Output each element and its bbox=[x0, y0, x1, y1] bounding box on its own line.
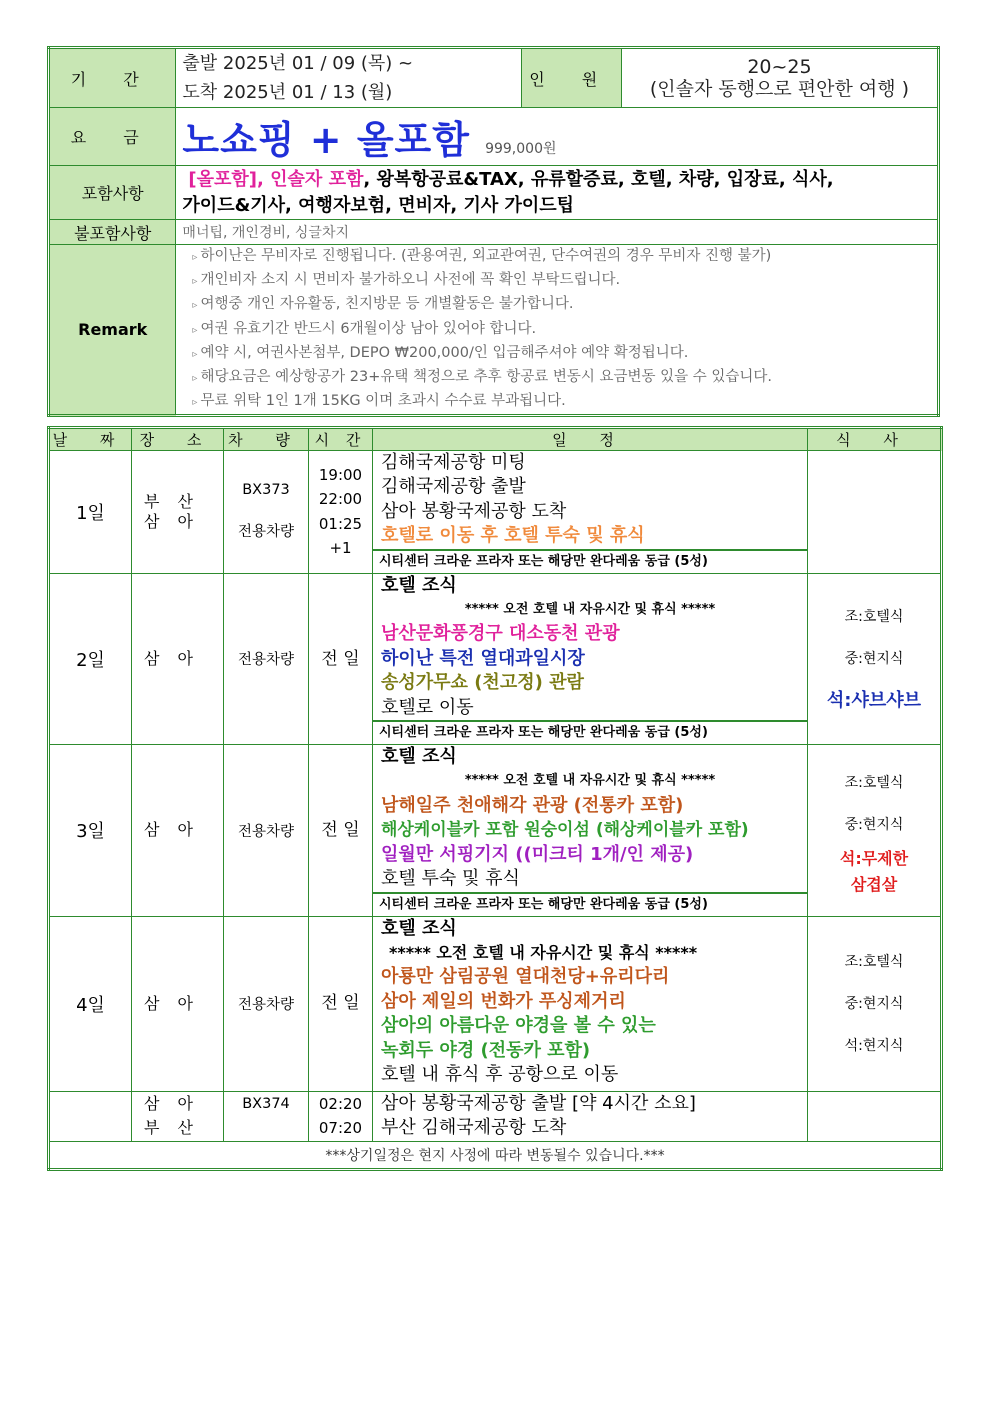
itinerary-item: 호텔 조식 bbox=[381, 746, 457, 768]
pax-cell bbox=[621, 48, 938, 108]
price-amount: 999,000원 bbox=[485, 141, 557, 157]
day1-label: 1일 bbox=[49, 451, 132, 574]
itinerary-item: 남산문화풍경구 대소동천 관광 bbox=[381, 623, 620, 645]
remark-line: ▹ 개인비자 소지 시 면비자 불가하오니 사전에 꼭 확인 부탁드립니다. bbox=[192, 272, 621, 289]
itinerary-item: 호텔 투숙 및 휴식 bbox=[381, 868, 520, 890]
header-time: 시 간 bbox=[309, 428, 373, 451]
itinerary-item: 김해국제공항 출발 bbox=[381, 476, 526, 498]
itinerary-item: 송성가무쇼 (천고정) 관람 bbox=[381, 672, 584, 694]
included-row bbox=[49, 166, 939, 220]
itinerary-item: 삼아 제일의 번화가 푸싱제거리 bbox=[381, 990, 626, 1012]
day3-itinerary bbox=[373, 745, 808, 916]
day5-itinerary bbox=[373, 1091, 808, 1141]
day2-meal bbox=[808, 573, 942, 744]
remark-line: ▹ 무료 위탁 1인 1개 15KG 이며 초과시 수수료 부과됩니다. bbox=[192, 393, 566, 410]
itinerary-item: 하이난 특전 열대과일시장 bbox=[381, 647, 585, 669]
remark-row bbox=[49, 245, 939, 416]
day5-flight: BX374 bbox=[224, 1091, 309, 1141]
period-cell bbox=[176, 48, 521, 108]
included-label: 포함사항 bbox=[49, 166, 176, 220]
day2-label: 2일 bbox=[49, 573, 132, 744]
meal-lunch: 중:현지식 bbox=[844, 650, 904, 667]
hotel-note: 시티센터 크라운 프라자 또는 해당만 완다레움 동급 (5성) bbox=[373, 549, 807, 573]
day3-row bbox=[49, 745, 942, 916]
day4-row bbox=[49, 916, 942, 1091]
remark-line: ▹ 여행중 개인 자유활동, 친지방문 등 개별활동은 불가합니다. bbox=[192, 296, 574, 313]
excluded-text: 매너팁, 개인경비, 싱글차지 bbox=[176, 220, 939, 245]
day1-vehicle bbox=[224, 451, 309, 574]
departure-text: 출발 2025년 01 / 09 (목) ~ bbox=[182, 53, 414, 74]
remark-label: Remark bbox=[49, 245, 176, 416]
day3-meal bbox=[808, 745, 942, 916]
excluded-label: 불포함사항 bbox=[49, 220, 176, 245]
triangle-bullet-icon: ▹ bbox=[192, 397, 198, 409]
day1-meal bbox=[808, 451, 942, 574]
day1-vehicle-label: 전용차량 bbox=[237, 524, 295, 541]
pax-count: 20~25 bbox=[747, 56, 812, 78]
meal-dinner: 석:무제한 bbox=[839, 849, 909, 869]
arrival-text: 도착 2025년 01 / 13 (월) bbox=[182, 82, 393, 103]
day4-place: 삼아 bbox=[132, 916, 224, 1091]
day1-times: 19:00 22:00 01:25 +1 bbox=[309, 451, 373, 574]
triangle-bullet-icon: ▹ bbox=[192, 276, 198, 288]
hotel-note: 시티센터 크라운 프라자 또는 해당만 완다레움 동급 (5성) bbox=[373, 720, 807, 744]
itinerary-item: 녹회두 야경 (전동카 포함) bbox=[381, 1039, 591, 1061]
itinerary-item: 해상케이블카 포함 원숭이섬 (해상케이블카 포함) bbox=[381, 820, 749, 841]
remark-line: ▹ 예약 시, 여권사본첨부, DEPO ₩200,000/인 입금해주셔야 예약 확정됩니다. bbox=[192, 344, 689, 361]
itinerary-item: ***** 오전 호텔 내 자유시간 및 휴식 ***** bbox=[389, 942, 698, 962]
meal-lunch: 중:현지식 bbox=[844, 995, 904, 1012]
included-rest: , 왕복항공료&TAX, 유류할증료, 호텔, 차량, 입장료, 식사, bbox=[363, 168, 834, 190]
day2-itinerary bbox=[373, 573, 808, 744]
meal-breakfast: 조:호텔식 bbox=[844, 775, 904, 792]
day4-meal bbox=[808, 916, 942, 1091]
itinerary-item: 삼아 봉황국제공항 출발 [약 4시간 소요] bbox=[381, 1092, 696, 1114]
day3-time: 전 일 bbox=[309, 745, 373, 916]
itinerary-item: 호텔 조식 bbox=[381, 574, 457, 596]
header-vehicle: 차 량 bbox=[224, 428, 309, 451]
meal-dinner: 석:샤브샤브 bbox=[826, 689, 922, 711]
meal-breakfast: 조:호텔식 bbox=[844, 953, 904, 970]
price-title: 노쇼핑 + 올포함 bbox=[182, 118, 470, 162]
meal-dinner: 석:현지식 bbox=[844, 1037, 904, 1054]
day5-times: 02:20 07:20 bbox=[309, 1091, 373, 1141]
remark-cell bbox=[176, 245, 939, 416]
schedule-table bbox=[47, 426, 943, 1171]
included-highlight: [올포함], 인솔자 포함 bbox=[188, 168, 364, 190]
schedule-header-row bbox=[49, 428, 942, 451]
day1-place: 부산 삼아 bbox=[132, 451, 224, 574]
day2-time: 전 일 bbox=[309, 573, 373, 744]
summary-table bbox=[47, 46, 940, 417]
day2-place: 삼아 bbox=[132, 573, 224, 744]
day5-place: 삼아 부산 bbox=[132, 1091, 224, 1141]
meal-lunch: 중:현지식 bbox=[844, 817, 904, 834]
day5-label bbox=[49, 1091, 132, 1141]
itinerary-item: 호텔로 이동 후 호텔 투숙 및 휴식 bbox=[381, 525, 645, 547]
period-label: 기 간 bbox=[49, 48, 176, 108]
itinerary-item: 일월만 서핑기지 ((미크티 1개/인 제공) bbox=[381, 843, 694, 865]
day4-time: 전 일 bbox=[309, 916, 373, 1091]
triangle-bullet-icon: ▹ bbox=[192, 300, 198, 312]
itinerary-item: 아룡만 삼림공원 열대천당+유리다리 bbox=[381, 966, 670, 988]
day2-vehicle: 전용차량 bbox=[224, 573, 309, 744]
header-itinerary: 일 정 bbox=[373, 428, 808, 451]
triangle-bullet-icon: ▹ bbox=[192, 324, 198, 336]
day1-itinerary bbox=[373, 451, 808, 574]
itinerary-item: 삼아의 아름다운 야경을 볼 수 있는 bbox=[381, 1015, 656, 1037]
day1-row bbox=[49, 451, 942, 574]
header-meal: 식 사 bbox=[808, 428, 942, 451]
remark-line: ▹ 여권 유효기간 반드시 6개월이상 남아 있어야 합니다. bbox=[192, 320, 537, 337]
meal-dinner-detail: 삼겹살 bbox=[850, 875, 898, 895]
itinerary-item: 호텔로 이동 bbox=[381, 696, 474, 718]
footer-row bbox=[49, 1141, 942, 1169]
included-cell bbox=[176, 166, 939, 220]
itinerary-item: 김해국제공항 미팅 bbox=[381, 452, 526, 473]
triangle-bullet-icon: ▹ bbox=[192, 348, 198, 360]
itinerary-item: 부산 김해국제공항 도착 bbox=[381, 1117, 567, 1138]
remark-line: ▹ 해당요금은 예상항공가 23+유택 책정으로 추후 항공료 변동시 요금변동 있을 수 있습니다. bbox=[192, 369, 772, 386]
day1-flight: BX373 bbox=[242, 482, 290, 499]
itinerary-item: ***** 오전 호텔 내 자유시간 및 휴식 ***** bbox=[464, 602, 716, 618]
included-line2: 가이드&기사, 여행자보험, 면비자, 기사 가이드팁 bbox=[182, 194, 575, 216]
day4-label: 4일 bbox=[49, 916, 132, 1091]
itinerary-item: 삼아 봉황국제공항 도착 bbox=[381, 500, 567, 522]
itinerary-item: 남해일주 천애해각 관광 (전통카 포함) bbox=[381, 794, 684, 816]
day3-vehicle: 전용차량 bbox=[224, 745, 309, 916]
meal-breakfast: 조:호텔식 bbox=[844, 608, 904, 625]
price-cell bbox=[176, 108, 939, 166]
day2-row bbox=[49, 573, 942, 744]
price-row bbox=[49, 108, 939, 166]
day4-vehicle: 전용차량 bbox=[224, 916, 309, 1091]
day4-itinerary bbox=[373, 916, 808, 1091]
excluded-row bbox=[49, 220, 939, 245]
price-label: 요 금 bbox=[49, 108, 176, 166]
header-date: 날 짜 bbox=[49, 428, 132, 451]
itinerary-item: ***** 오전 호텔 내 자유시간 및 휴식 ***** bbox=[464, 773, 716, 789]
day3-place: 삼아 bbox=[132, 745, 224, 916]
period-row bbox=[49, 48, 939, 108]
pax-label: 인 원 bbox=[521, 48, 621, 108]
day5-meal bbox=[808, 1091, 942, 1141]
remark-line: ▹ 하이난은 무비자로 진행됩니다. (관용여권, 외교관여권, 단수여권의 경우 무비자 진행 불가) bbox=[192, 248, 772, 264]
day3-label: 3일 bbox=[49, 745, 132, 916]
day5-row bbox=[49, 1091, 942, 1141]
header-place: 장 소 bbox=[132, 428, 224, 451]
hotel-note: 시티센터 크라운 프라자 또는 해당만 완다레움 동급 (5성) bbox=[373, 892, 807, 916]
itinerary-item: 호텔 조식 bbox=[381, 917, 457, 939]
itinerary-item: 호텔 내 휴식 후 공항으로 이동 bbox=[381, 1063, 619, 1085]
triangle-bullet-icon: ▹ bbox=[192, 252, 198, 263]
pax-note: (인솔자 동행으로 편안한 여행 ) bbox=[649, 78, 910, 100]
triangle-bullet-icon: ▹ bbox=[192, 373, 198, 385]
footer-note: ***상기일정은 현지 사정에 따라 변동될수 있습니다.*** bbox=[49, 1141, 942, 1169]
